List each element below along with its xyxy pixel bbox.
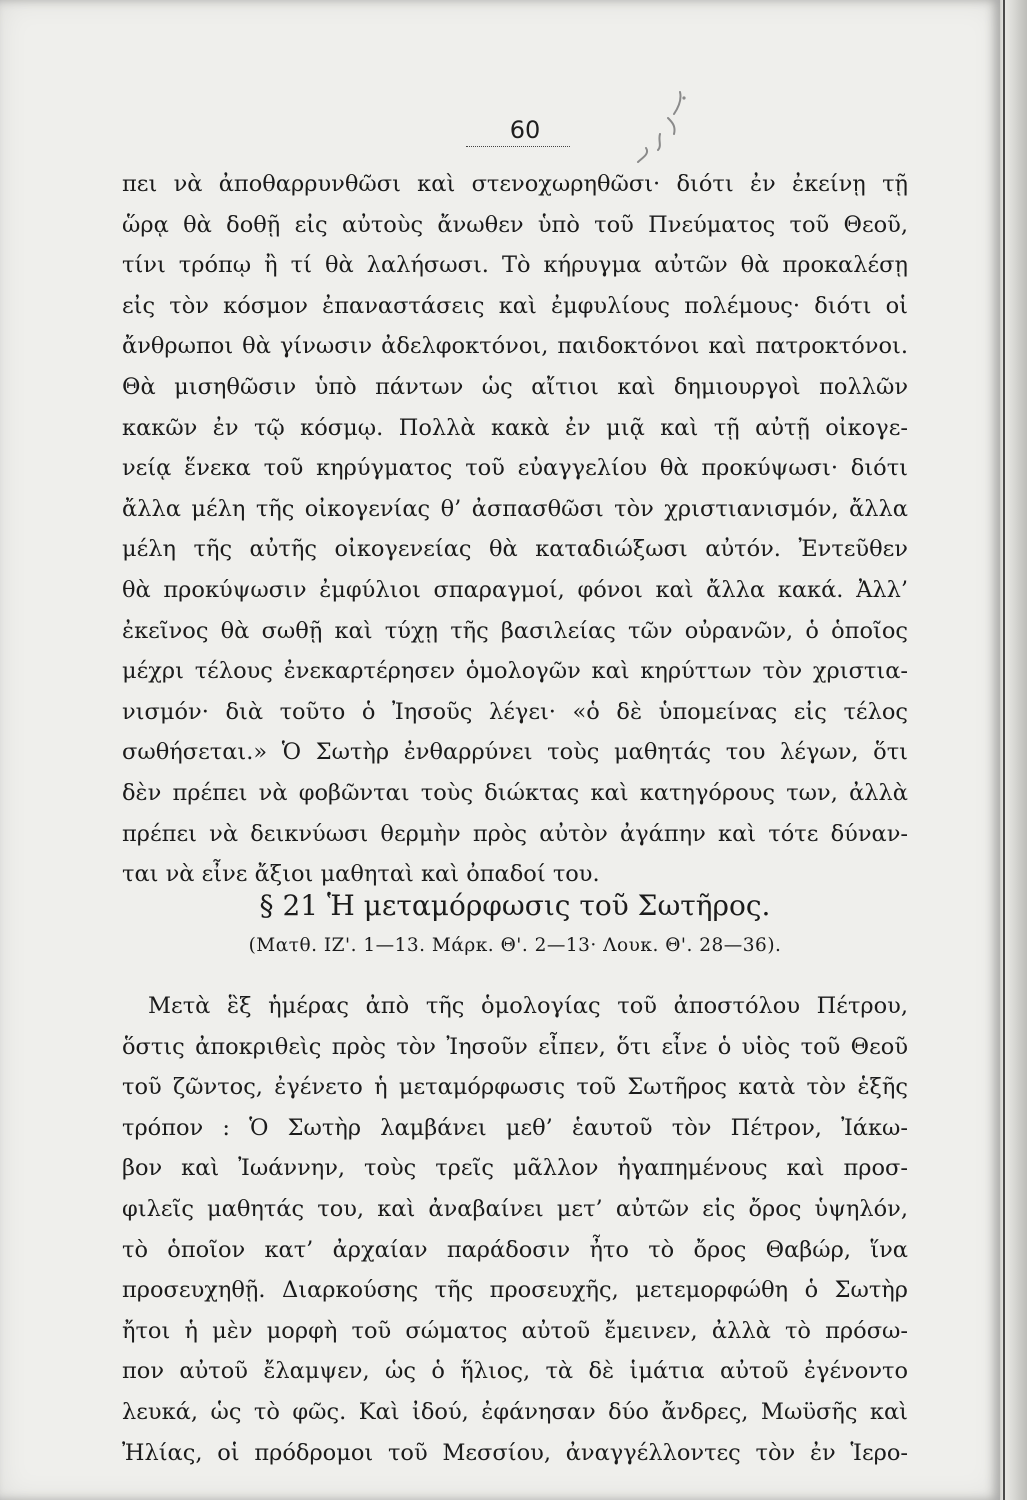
text-line: νισμόν· διὰ τοῦτο ὁ Ἰησοῦς λέγει· «ὁ δὲ ὑπομείνας εἰς τέλος [122,698,908,725]
section-title: § 21 Ἡ μεταμόρφωσις τοῦ Σωτῆρος. [259,889,771,922]
text-line: μέλη τῆς αὐτῆς οἰκογενείας θὰ καταδιώξωσι αὐτόν. Ἐντεῦθεν [122,536,908,563]
text-line: νείᾳ ἕνεκα τοῦ κηρύγματος τοῦ εὐαγγελίου θὰ προκύψωσι· διότι [122,455,908,482]
text-line: δὲν πρέπει νὰ φοβῶνται τοὺς διώκτας καὶ κατηγόρους των, ἀλλὰ [122,779,908,806]
text-line: ὅστις ἀποκριθεὶς πρὸς τὸν Ἰησοῦν εἶπεν, ὅτι εἶνε ὁ υἱὸς τοῦ Θεοῦ [122,1033,908,1060]
text-line: προσευχηθῇ. Διαρκούσης τῆς προσευχῆς, μετεμορφώθη ὁ Σωτὴρ [122,1277,908,1304]
page-number: 60 [509,116,541,144]
text-line: Θὰ μισηθῶσιν ὑπὸ πάντων ὡς αἴτιοι καὶ δημιουργοὶ πολλῶν [122,373,908,400]
text-line: πει νὰ ἀποθαρρυνθῶσι καὶ στενοχωρηθῶσι· διότι ἐν ἐκείνῃ τῇ [122,171,908,197]
text-line: ἄλλα μέλη τῆς οἰκογενίας θ’ ἀσπασθῶσι τὸν χριστιανισμόν, ἄλλα [122,495,908,522]
text-line: φιλεῖς μαθητάς του, καὶ ἀναβαίνει μετ’ αὐτῶν εἰς ὄρος ὑψηλόν, [122,1195,908,1222]
paragraph-2 [122,986,908,1473]
text-line: ται νὰ εἶνε ἄξιοι μαθηταὶ καὶ ὀπαδοί του. [122,861,600,888]
text-line: Ἠλίας, οἱ πρόδρομοι τοῦ Μεσσίου, ἀναγγέλλοντες τὸν ἐν Ἱερο- [122,1439,908,1466]
text-line: σωθήσεται.» Ὁ Σωτὴρ ἐνθαρρύνει τοὺς μαθητάς του λέγων, ὅτι [122,739,908,766]
text-line: τὸ ὁποῖον κατ’ ἀρχαίαν παράδοσιν ἦτο τὸ ὄρος Θαβώρ, ἵνα [122,1236,908,1263]
text-line: πρέπει νὰ δεικνύωσι θερμὴν πρὸς αὐτὸν ἀγάπην καὶ τότε δύναν- [122,820,908,847]
text-line: θὰ προκύψωσιν ἐμφύλιοι σπαραγμοί, φόνοι καὶ ἄλλα κακά. Ἀλλ’ [122,576,908,603]
text-line: τρόπον : Ὁ Σωτὴρ λαμβάνει μεθ’ ἑαυτοῦ τὸν Πέτρον, Ἰάκω- [122,1114,908,1141]
paragraph-1 [122,164,908,895]
text-line: κακῶν ἐν τῷ κόσμῳ. Πολλὰ κακὰ ἐν μιᾷ καὶ τῇ αὐτῇ οἰκογε- [122,414,908,441]
text-line: Μετὰ ἓξ ἡμέρας ἀπὸ τῆς ὁμολογίας τοῦ ἀποστόλου Πέτρου, [148,993,908,1019]
text-line: εἰς τὸν κόσμον ἐπαναστάσεις καὶ ἐμφυλίους πολέμους· διότι οἱ [122,292,908,319]
text-line: πον αὐτοῦ ἔλαμψεν, ὡς ὁ ἥλιος, τὰ δὲ ἱμάτια αὐτοῦ ἐγένοντο [122,1358,908,1385]
text-line: ὥρᾳ θὰ δοθῇ εἰς αὐτοὺς ἄνωθεν ὑπὸ τοῦ Πνεύματος τοῦ Θεοῦ, [122,211,908,238]
text-line: λευκά, ὡς τὸ φῶς. Καὶ ἰδού, ἐφάνησαν δύο ἄνδρες, Μωϋσῆς καὶ [122,1398,908,1425]
text-line: τίνι τρόπῳ ἢ τί θὰ λαλήσωσι. Τὸ κήρυγμα αὐτῶν θὰ προκαλέσῃ [122,252,908,279]
text-line: βον καὶ Ἰωάννην, τοὺς τρεῖς μᾶλλον ἠγαπημένους καὶ προσ- [122,1155,908,1182]
text-line: μέχρι τέλους ἐνεκαρτέρησεν ὁμολογῶν καὶ κηρύττων τὸν χριστια- [122,658,908,685]
text-line: ἐκεῖνος θὰ σωθῇ καὶ τύχῃ τῆς βασιλείας τῶν οὐρανῶν, ὁ ὁποῖος [122,617,908,644]
handwritten-mark [628,88,698,168]
text-line: ἄνθρωποι θὰ γίνωσιν ἀδελφοκτόνοι, παιδοκτόνοι καὶ πατροκτόνοι. [122,333,908,360]
text-line: ἤτοι ἡ μὲν μορφὴ τοῦ σώματος αὐτοῦ ἔμεινεν, ἀλλὰ τὸ πρόσω- [122,1317,908,1344]
binding-line [1003,0,1005,1500]
text-line: τοῦ ζῶντος, ἐγένετο ἡ μεταμόρφωσις τοῦ Σωτῆρος κατὰ τὸν ἑξῆς [122,1074,908,1101]
page-number-rule [466,146,570,147]
section-references: (Ματθ. ΙΖ'. 1—13. Μάρκ. Θ'. 2—13· Λουκ. Θ'. 28—36). [248,935,782,956]
